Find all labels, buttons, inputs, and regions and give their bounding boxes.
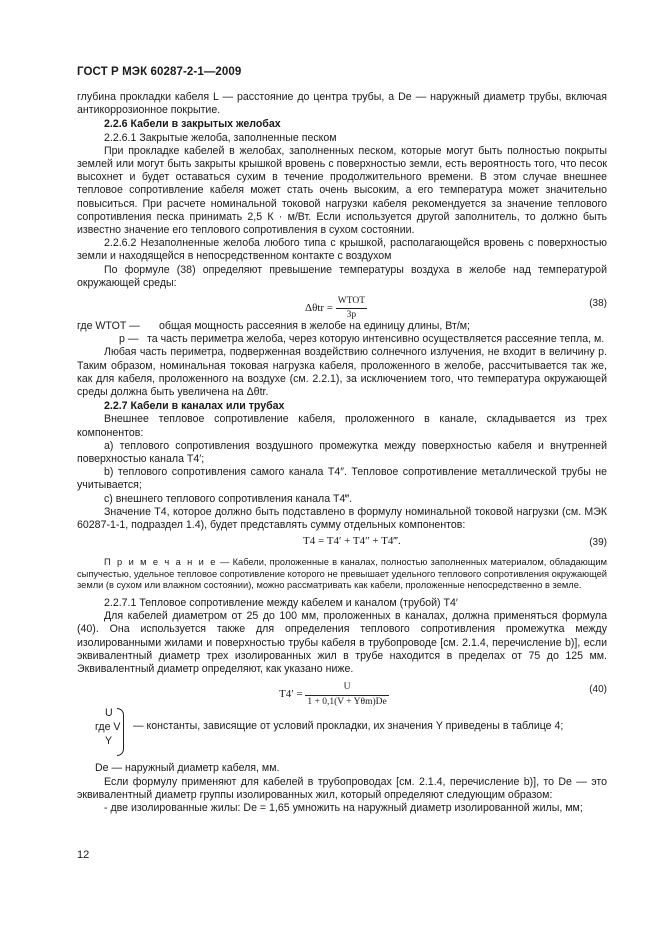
list-item-two-cores: - две изолированные жилы: De = 1,65 умножить на наружный диаметр изолированной жилы, мм; (104, 801, 583, 814)
paragraph-cables: Для кабелей диаметром от 25 до 100 мм, проложенных в каналах, должна применяться формула (40). Она используется также для определения теплового сопротивления промежутка между изолированными жилами и поверхностью трубы кабеля в трубопроводе [см. 2.1.4, перечисление b)], если эквивалентный диаметр трех изолированных жил в трубе находится в пределах от 75 до 125 мм. Эквивалентный диаметр определяют, как указано ниже. (77, 610, 607, 676)
note-label: П р и м е ч а н и е (104, 557, 217, 568)
formula-38-fraction (336, 295, 367, 322)
document-body (77, 91, 607, 815)
page-number: 12 (77, 849, 90, 861)
paragraph-intro: глубина прокладки кабеля L — расстояние до центра трубы, а De — наружный диаметр трубы, включая антикоррозионное покрытие. (77, 91, 607, 117)
formula-39-expression: T4 = T4′ + T4″ + T4‴. (303, 535, 401, 548)
brace-var-y: Y (105, 735, 113, 748)
curly-brace (117, 708, 124, 756)
formula-40-numerator: U (305, 681, 388, 695)
list-item-a: a) теплового сопротивления воздушного промежутка между поверхностью кабеля и внутренней поверхностью канала T4′; (77, 439, 607, 466)
formula-38-denominator: 3p (346, 310, 357, 321)
constants-brace-block (77, 706, 607, 762)
definition-wtot-desc: общая мощность рассеяния в желобе на единицу длины, Вт/м; (159, 320, 471, 333)
list-item-b: b) теплового сопротивления самого канала T4″. Тепловое сопротивление металлической трубы не учитывается; (77, 466, 607, 492)
definition-de: De — наружный диаметр кабеля, мм. (95, 762, 280, 775)
definition-p (77, 333, 607, 346)
brace-description: — константы, зависящие от условий прокладки, их значения Y приведены в таблице 4; (133, 720, 564, 733)
note (77, 557, 607, 592)
subheading-2-2-6-1: 2.2.6.1 Закрытые желоба, заполненные песком (104, 131, 337, 144)
formula-38-numerator: WTOT (336, 295, 367, 309)
formula-40 (77, 676, 607, 706)
paragraph-formula-38-intro: По формуле (38) определяют превышение температуры воздуха в желобе над температурой окружающей среды: (77, 263, 607, 289)
formula-40-lhs: T4′ = (279, 688, 303, 701)
formula-38-number: (38) (589, 298, 607, 310)
definition-p-term: p — (119, 333, 139, 346)
paragraph-sand: При прокладке кабелей в желобах, заполненных песком, которые могут быть полностью покрыты землей или могут быть закрыты крышкой вровень с поверхностью земли, есть вероятность того, что песок высохнет и будет оставаться сухим в течение продолжительного времени. В этом случае внешнее тепловое сопротивление кабеля может стать очень высоким, а его температура может значительно повыситься. При расчете номинальной токовой нагрузки кабеля рекомендуется за значение теплового сопротивления песка принимать 2,5 К · м/Вт. Если используется другой заполнитель, то должно быть известно значение его теплового сопротивления в сухом состоянии. (77, 144, 607, 237)
paragraph-external-resistance: Внешнее тепловое сопротивление кабеля, проложенного в канале, складывается из трех компонентов: (77, 413, 607, 439)
paragraph-perimeter: Любая часть периметра, подверженная воздействию солнечного излучения, не входит в величину p. Таким образом, номинальная токовая нагрузка кабеля, проложенного в желобе, рассчитывается так же, как для кабеля, проложенного на воздухе (см. 2.2.1), за исключением того, что температура окружающей среды должна быть увеличена на Δθtr. (77, 346, 607, 399)
formula-39 (77, 532, 607, 554)
paragraph-t4: Значение T4, которое должно быть подставлено в формулу номинальной токовой нагрузки (см. МЭК 60287-1-1, подраздел 1.4), будет представлять сумму отдельных компонентов: (77, 505, 607, 532)
definition-wtot-term: где WTOT — (77, 320, 140, 333)
formula-39-number: (39) (589, 537, 607, 549)
formula-38-lhs: Δθtr = (305, 302, 334, 315)
definition-p-desc: та часть периметра желоба, через которую интенсивно осуществляется рассеяние тепла, м. (147, 333, 605, 346)
formula-40-denominator: 1 + 0,1(V + Yθm)De (307, 696, 387, 707)
subheading-2-2-7-1: 2.2.7.1 Тепловое сопротивление между кабелем и каналом (трубой) T4′ (104, 597, 458, 610)
brace-var-u: U (105, 707, 113, 720)
formula-40-fraction (305, 681, 388, 708)
definition-wtot (77, 320, 607, 333)
brace-var-v: V (113, 721, 121, 734)
paragraph-pipe: Если формулу применяют для кабелей в трубопроводах [см. 2.1.4, перечисление b)], то De — это эквивалентный диаметр группы изолированных жил, который определяют следующим образом: (77, 775, 607, 801)
heading-2-2-6: 2.2.6 Кабели в закрытых желобах (104, 118, 281, 131)
heading-2-2-7: 2.2.7 Кабели в каналах или трубах (104, 400, 285, 413)
brace-where: где (95, 721, 111, 734)
formula-40-number: (40) (589, 684, 607, 696)
formula-38 (77, 290, 607, 320)
document-header: ГОСТ Р МЭК 60287-2-1—2009 (77, 66, 242, 78)
list-item-c: c) внешнего теплового сопротивления канала T4‴. (104, 492, 353, 505)
note-text: — Кабели, проложенные в каналах, полностью заполненных материалом, обладающим сыпучестью, удельное тепловое сопротивление которого не превышает удельного теплового сопротивления окружающей земли (в сухом или влажном состоянии), можно рассматривать как кабели, проложенные непосредственно в земле. (77, 557, 607, 591)
subheading-2-2-6-2: 2.2.6.2 Незаполненные желоба любого типа с крышкой, располагающейся вровень с поверхностью земли и находящейся в непосредственном контакте с воздухом (77, 237, 607, 263)
